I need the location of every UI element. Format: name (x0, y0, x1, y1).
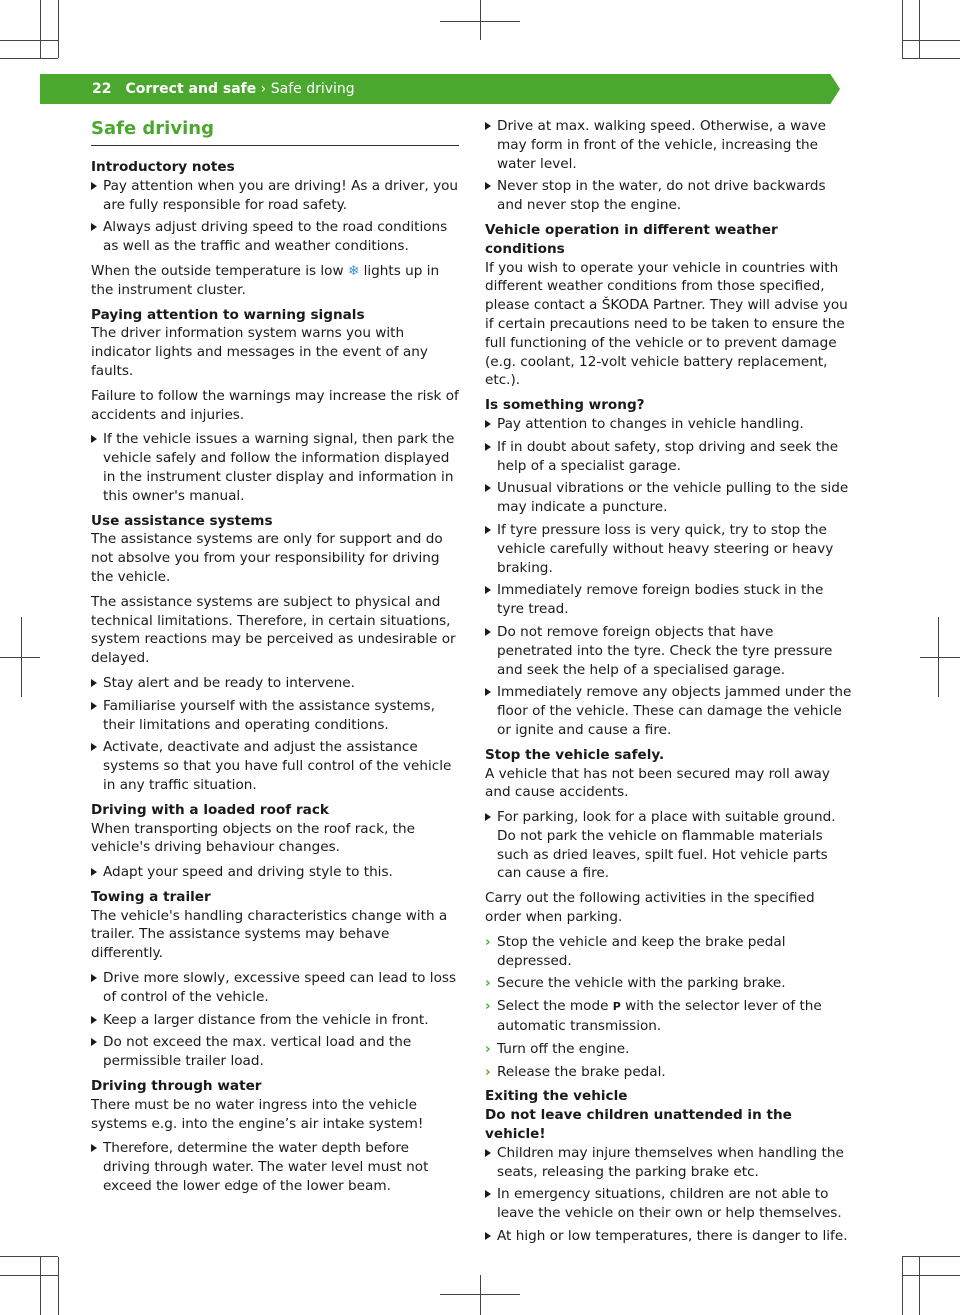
crop-mark (40, 0, 41, 58)
crop-mark (902, 0, 903, 58)
bullet-triangle-icon (485, 420, 491, 428)
stop-text: A vehicle that has not been secured may roll away and cause accidents. (485, 765, 830, 801)
exit-heading: Exiting the vehicle (485, 1088, 628, 1105)
stop-text: Carry out the following activities in the specified order when parking. (485, 890, 815, 926)
list-item: Children may injure themselves when handling the seats, releasing the parking brake etc. (485, 1144, 853, 1182)
bullet-triangle-icon (91, 1016, 97, 1024)
bullet-triangle-icon (485, 122, 491, 130)
chevron-right-icon: › (485, 998, 491, 1015)
breadcrumb-separator: › (256, 81, 271, 97)
list-item: Activate, deactivate and adjust the assistance systems so that you have full control of the vehicle in any traffic situation. (91, 738, 459, 794)
warnings-heading: Paying attention to warning signals (91, 306, 365, 323)
header-breadcrumb (92, 80, 355, 98)
bullet-triangle-icon (485, 1190, 491, 1198)
list-item: Keep a larger distance from the vehicle in front. (91, 1011, 459, 1030)
step-item: › Turn off the engine. (485, 1040, 630, 1057)
bullet-triangle-icon (91, 743, 97, 751)
water-heading: Driving through water (91, 1078, 262, 1095)
breadcrumb-section[interactable]: Correct and safe (125, 81, 257, 97)
bullet-triangle-icon (91, 223, 97, 231)
list-item: At high or low temperatures, there is danger to life. (485, 1227, 853, 1246)
list-item: Unusual vibrations or the vehicle pulling to the side may indicate a puncture. (485, 479, 853, 517)
park-mode-symbol: P (612, 1000, 621, 1014)
crop-mark (938, 617, 939, 697)
list-item: Therefore, determine the water depth before driving through water. The water level must not exceed the lower edge of the lower beam. (91, 1139, 459, 1195)
chevron-right-icon: › (485, 1063, 491, 1080)
bullet-triangle-icon (485, 1149, 491, 1157)
wrong-heading: Is something wrong? (485, 397, 645, 414)
chevron-right-icon: › (485, 975, 491, 992)
step-item: › Stop the vehicle and keep the brake pedal depressed. (485, 933, 786, 969)
bullet-triangle-icon (485, 586, 491, 594)
list-item: If the vehicle issues a warning signal, then park the vehicle safely and follow the information displayed in the instrument cluster display and information in this owner's manual. (91, 430, 459, 505)
stop-list (485, 808, 853, 883)
bullet-triangle-icon (91, 702, 97, 710)
bullet-triangle-icon (91, 974, 97, 982)
step-item: › Secure the vehicle with the parking brake. (485, 975, 786, 992)
list-item: Stay alert and be ready to intervene. (91, 674, 459, 693)
list-item: Always adjust driving speed to the road conditions as well as the traffic and weather conditions. (91, 218, 459, 256)
temperature-note: When the outside temperature is low ❄ lights up in the instrument cluster. (91, 262, 440, 298)
parking-steps (485, 933, 853, 1082)
bullet-triangle-icon (91, 1038, 97, 1046)
bullet-triangle-icon (485, 182, 491, 190)
crop-mark (480, 1275, 481, 1315)
crop-mark (902, 40, 960, 41)
bullet-triangle-icon (485, 813, 491, 821)
crop-mark (902, 1256, 960, 1257)
bullet-triangle-icon (485, 1232, 491, 1240)
roof-heading: Driving with a loaded roof rack (91, 801, 329, 818)
bullet-triangle-icon (485, 688, 491, 696)
list-item: Familiarise yourself with the assistance systems, their limitations and operating conditions. (91, 697, 459, 735)
stop-heading: Stop the vehicle safely. (485, 746, 665, 763)
exit-list (485, 1144, 853, 1246)
weather-text: If you wish to operate your vehicle in countries with different weather conditions from those specified, please contact a ŠKODA Partner. They will advise you if certain precautions need to be taken to ensure the full functioning of the vehicle or to prevent damage (e.g. coolant, 12-volt vehicle battery replacement, etc.). (485, 259, 848, 389)
roof-list (91, 863, 459, 882)
page-title: Safe driving (91, 117, 459, 146)
list-item: Drive more slowly, excessive speed can lead to loss of control of the vehicle. (91, 969, 459, 1007)
step-item: › Release the brake pedal. (485, 1063, 666, 1080)
list-item: Pay attention when you are driving! As a driver, you are fully responsible for road safety. (91, 177, 459, 215)
exit-subheading: Do not leave children unattended in the vehicle! (485, 1107, 792, 1143)
wrong-list (485, 415, 853, 740)
crop-mark (902, 58, 960, 59)
water-list-continued (485, 117, 853, 215)
crop-mark (0, 657, 40, 658)
trailer-list (91, 969, 459, 1071)
crop-mark (480, 0, 481, 40)
list-item: Do not exceed the max. vertical load and the permissible trailer load. (91, 1033, 459, 1071)
crop-mark (0, 40, 58, 41)
step-item: › Select the mode P with the selector lever of the automatic transmission. (485, 998, 822, 1035)
assist-text: The assistance systems are only for support and do not absolve you from your responsibility for driving the vehicle. (91, 531, 443, 585)
list-item: Pay attention to changes in vehicle handling. (485, 415, 853, 434)
crop-mark (920, 657, 960, 658)
assist-heading: Use assistance systems (91, 512, 273, 529)
crop-mark (58, 1257, 59, 1315)
crop-mark (0, 58, 58, 59)
crop-mark (902, 1257, 903, 1315)
list-item: Immediately remove foreign bodies stuck in the tyre tread. (485, 581, 853, 619)
warnings-text: The driver information system warns you with indicator lights and messages in the event of any faults. (91, 325, 428, 379)
weather-heading: Vehicle operation in different weather conditions (485, 221, 778, 257)
water-list (91, 1139, 459, 1195)
trailer-heading: Towing a trailer (91, 888, 211, 905)
list-item: Do not remove foreign objects that have penetrated into the tyre. Check the tyre pressure and seek the help of a specialised garage. (485, 623, 853, 679)
bullet-triangle-icon (91, 435, 97, 443)
assist-list (91, 674, 459, 795)
crop-mark (919, 1257, 920, 1315)
warnings-list (91, 430, 459, 505)
bullet-triangle-icon (91, 182, 97, 190)
list-item: Adapt your speed and driving style to this. (91, 863, 459, 882)
assist-text: The assistance systems are subject to physical and technical limitations. Therefore, in certain situations, system reactions may be perceived as undesirable or delayed. (91, 593, 456, 667)
page-number: 22 (92, 81, 112, 97)
bullet-triangle-icon (485, 443, 491, 451)
right-column (485, 117, 853, 1252)
list-item: Never stop in the water, do not drive backwards and never stop the engine. (485, 177, 853, 215)
chevron-right-icon: › (485, 933, 491, 950)
list-item: If in doubt about safety, stop driving and seek the help of a specialist garage. (485, 438, 853, 476)
bullet-triangle-icon (91, 868, 97, 876)
list-item: In emergency situations, children are not able to leave the vehicle on their own or help themselves. (485, 1185, 853, 1223)
bullet-triangle-icon (485, 628, 491, 636)
crop-mark (40, 1257, 41, 1315)
crop-mark (0, 1275, 58, 1276)
bullet-triangle-icon (91, 1144, 97, 1152)
breadcrumb-subsection: Safe driving (270, 81, 355, 97)
list-item: Drive at max. walking speed. Otherwise, a wave may form in front of the vehicle, increasing the water level. (485, 117, 853, 173)
chevron-right-icon: › (485, 1040, 491, 1057)
trailer-text: The vehicle's handling characteristics change with a trailer. The assistance systems may behave differently. (91, 907, 448, 962)
warnings-text: Failure to follow the warnings may increase the risk of accidents and injuries. (91, 387, 459, 423)
crop-mark (21, 617, 22, 697)
crop-mark (58, 0, 59, 58)
water-text: There must be no water ingress into the vehicle systems e.g. into the engine’s air intake system! (91, 1096, 424, 1132)
crop-mark (902, 1275, 960, 1276)
bullet-triangle-icon (91, 679, 97, 687)
crop-mark (0, 1256, 58, 1257)
left-column (91, 117, 459, 1202)
list-item: Immediately remove any objects jammed under the floor of the vehicle. These can damage the vehicle or ignite and cause a fire. (485, 683, 853, 739)
intro-list (91, 177, 459, 256)
roof-text: When transporting objects on the roof rack, the vehicle's driving behaviour changes. (91, 820, 415, 856)
bullet-triangle-icon (485, 484, 491, 492)
bullet-triangle-icon (485, 526, 491, 534)
snowflake-icon: ❄ (347, 262, 360, 279)
list-item: For parking, look for a place with suitable ground. Do not park the vehicle on flammable materials such as dried leaves, spilt fuel. Hot vehicle parts can cause a fire. (485, 808, 853, 883)
list-item: If tyre pressure loss is very quick, try to stop the vehicle carefully without heavy steering or heavy braking. (485, 521, 853, 577)
intro-heading: Introductory notes (91, 159, 235, 175)
crop-mark (919, 0, 920, 58)
